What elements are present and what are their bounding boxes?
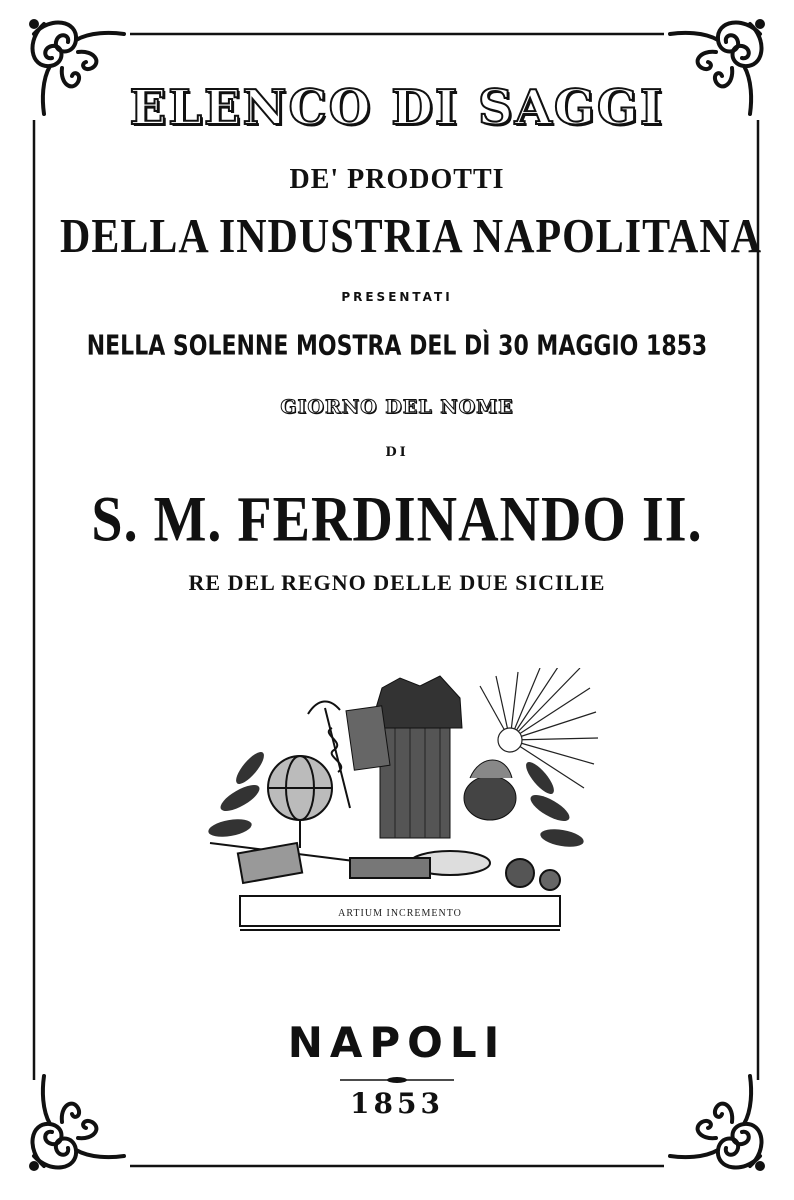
imprint-year: 1853: [350, 1087, 444, 1120]
subtitle-industria: DELLA INDUSTRIA NAPOLITANA: [60, 210, 763, 264]
motto-text: ARTIUM INCREMENTO: [338, 908, 462, 919]
decorative-rule: [340, 1076, 454, 1084]
presentati-text: PRESENTATI: [341, 290, 453, 304]
engraving-vignette: [200, 668, 600, 948]
kingdom-line: RE DEL REGNO DELLE DUE SICILIE: [188, 570, 606, 595]
main-title: ELENCO DI SAGGI: [129, 80, 665, 136]
globe-icon: [268, 756, 332, 848]
di-text: DI: [385, 445, 409, 460]
corner-ornament-icon: [20, 1070, 130, 1180]
exhibition-date-line: NELLA SOLENNE MOSTRA DEL DÌ 30 MAGGIO 1853: [86, 330, 708, 362]
tools-icon: [210, 843, 560, 890]
giorno-del-nome-text: GIORNO DEL NOME: [280, 396, 514, 418]
imprint-city: NAPOLI: [287, 1018, 507, 1067]
helmet-icon: [464, 760, 516, 820]
motto-plinth: [240, 896, 560, 930]
subtitle-prodotti: DE' PRODOTTI: [289, 164, 505, 195]
column-icon: [346, 676, 462, 838]
corner-ornament-icon: [664, 1070, 774, 1180]
king-name: S. M. FERDINANDO II.: [91, 484, 703, 556]
